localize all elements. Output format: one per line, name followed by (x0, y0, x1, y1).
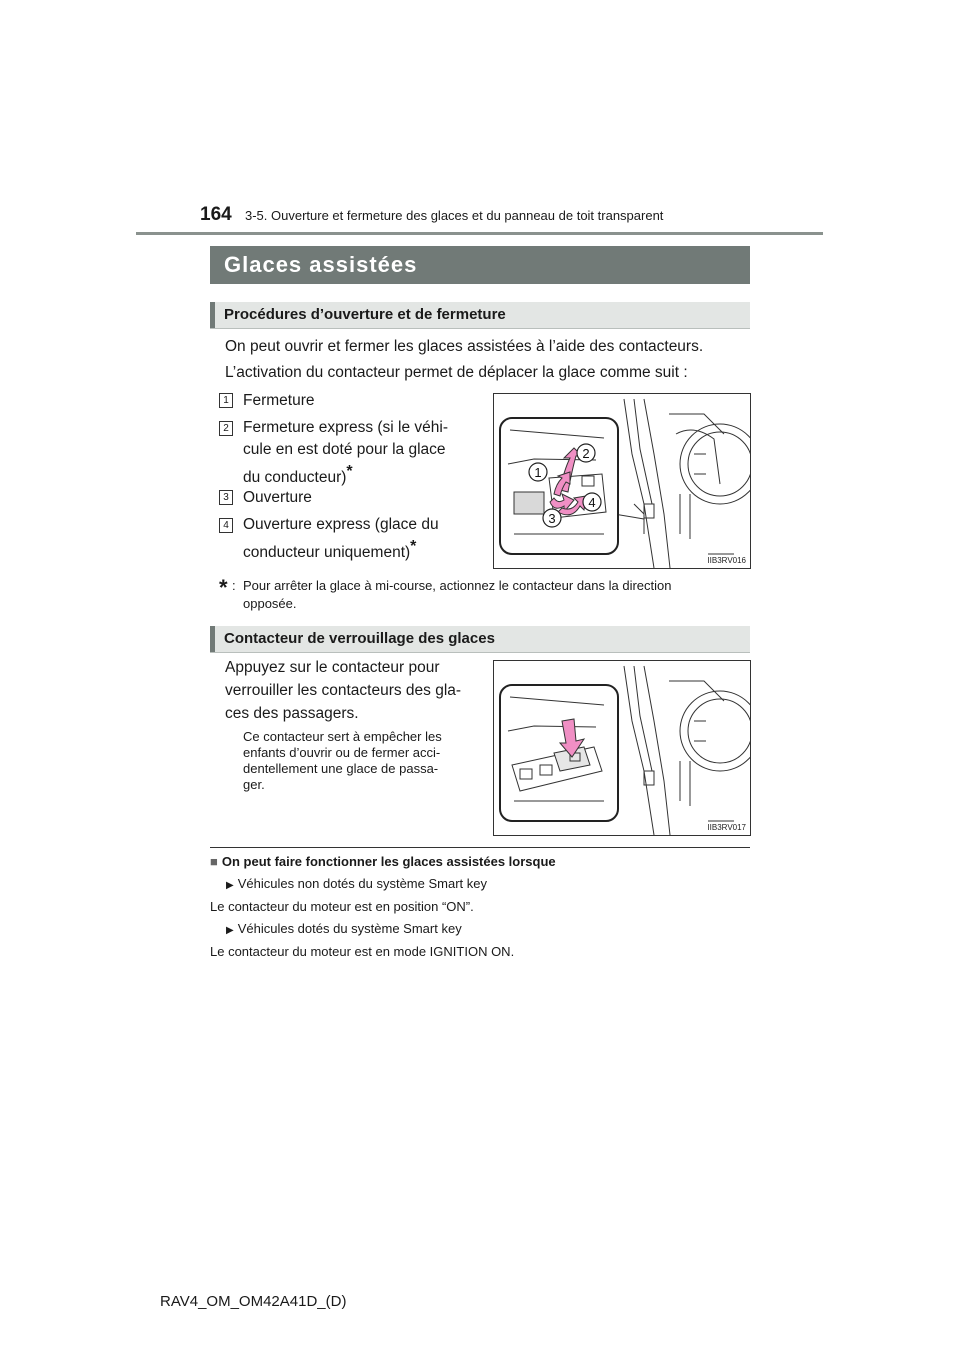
section-stripe (210, 626, 215, 652)
figure-code: IIB3RV016 (707, 556, 746, 565)
lock-note-line: dentellement une glace de passa- (243, 761, 439, 776)
section-heading-bar (210, 626, 750, 653)
footnote-line-2: opposée. (243, 596, 297, 611)
condition-result: Le contacteur du moteur est en mode IGNITION ON. (210, 944, 515, 959)
condition-text: Véhicules non dotés du système Smart key (237, 876, 487, 891)
footnote-line-1: Pour arrêter la glace à mi-course, actionnez le contacteur dans la direction (243, 578, 672, 593)
list-item-line: Ouverture express (glace du (243, 516, 439, 533)
condition-row (226, 920, 462, 940)
lock-text (225, 657, 477, 679)
arrow-right-icon: ▶ (226, 925, 234, 936)
bullet-square: ■ (210, 854, 218, 869)
arrow-right-icon: ▶ (226, 880, 234, 891)
callout-4: 4 (588, 495, 596, 510)
callout-2: 2 (582, 446, 590, 461)
list-item-text: Fermeture (243, 392, 315, 409)
figure-code: IIB3RV017 (707, 823, 746, 832)
list-item-text (243, 514, 479, 536)
lock-note-line: Ce contacteur sert à empêcher les (243, 729, 442, 744)
figure-lock-switch (493, 660, 751, 836)
list-item-line: cule en est doté pour la glace (243, 441, 446, 458)
section-heading: Contacteur de verrouillage des glaces (224, 630, 495, 647)
intro-line-1: On peut ouvrir et fermer les glaces assistées à l’aide des contacteurs. (225, 338, 704, 355)
section-stripe (210, 302, 215, 328)
section-heading-bar (210, 302, 750, 329)
figure-window-switches (493, 393, 751, 569)
list-item-line-wrap (243, 461, 353, 489)
callout-1: 1 (534, 465, 542, 480)
header-rule (136, 232, 823, 235)
list-item-line: du conducteur) (243, 469, 347, 487)
note-heading-row (210, 853, 556, 871)
callout-3: 3 (548, 511, 556, 526)
lock-note-line: enfants d’ouvrir ou de fermer acci- (243, 745, 441, 760)
page-title: Glaces assistées (224, 252, 418, 277)
condition-text: Véhicules dotés du système Smart key (237, 921, 462, 936)
lock-text-line: ces des passagers. (225, 705, 359, 722)
lock-text-line: Appuyez sur le contacteur pour (225, 659, 440, 676)
footnote-asterisk: * (219, 575, 228, 600)
item-number: 2 (219, 421, 233, 436)
item-number: 3 (219, 490, 233, 505)
item-number: 1 (219, 393, 233, 408)
notes-divider (210, 847, 750, 848)
list-item-text (243, 439, 479, 461)
lock-text (225, 680, 477, 702)
intro-line-2: L’activation du contacteur permet de déplacer la glace comme suit : (225, 364, 688, 381)
item-number: 4 (219, 518, 233, 533)
lock-text-line: verrouiller les contacteurs des gla- (225, 682, 462, 699)
footnote-separator: : (232, 578, 236, 593)
list-item-line: conducteur uniquement) (243, 544, 411, 562)
page-number: 164 (200, 204, 232, 225)
list-item-text (243, 417, 479, 439)
condition-row (226, 875, 487, 895)
figure-illustration (494, 394, 750, 568)
list-item-line: Fermeture express (si le véhi- (243, 419, 449, 436)
figure-illustration (494, 661, 750, 835)
condition-result: Le contacteur du moteur est en position “ON”. (210, 899, 474, 914)
section-heading: Procédures d’ouverture et de fermeture (224, 306, 506, 323)
lock-note-line: ger. (243, 777, 265, 792)
note-heading: On peut faire fonctionner les glaces assistées lorsque (221, 854, 556, 869)
asterisk-mark: * (346, 463, 353, 480)
list-item-text: Ouverture (243, 489, 312, 506)
lock-note (243, 729, 477, 793)
document-code: RAV4_OM_OM42A41D_(D) (160, 1293, 347, 1310)
list-item-line-wrap (243, 536, 416, 564)
chapter-title: 3-5. Ouverture et fermeture des glaces et du panneau de toit transparent (245, 208, 664, 223)
asterisk-mark: * (410, 538, 417, 555)
